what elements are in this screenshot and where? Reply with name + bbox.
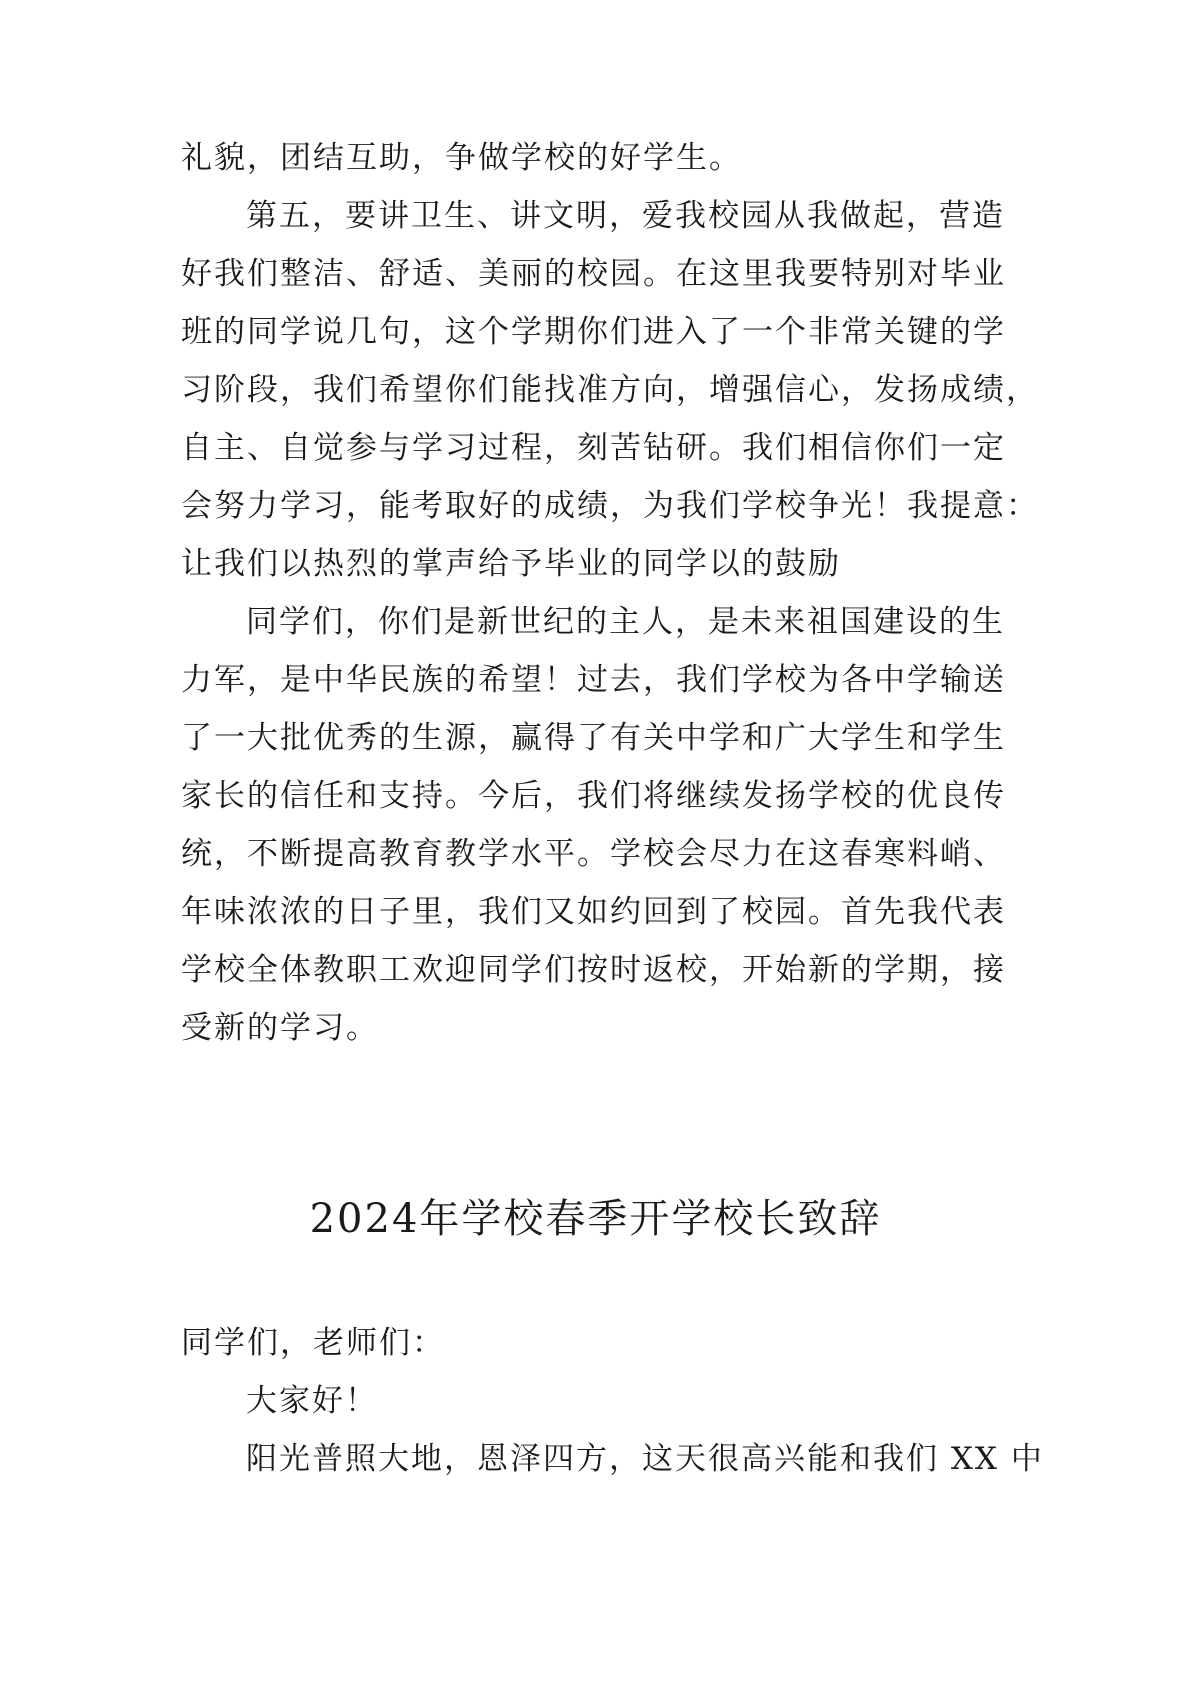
speech-title: 2024年学校春季开学校长致辞 <box>309 1196 882 1242</box>
paragraph-line: 习阶段，我们希望你们能找准方向，增强信心，发扬成绩， <box>181 372 1039 408</box>
hello-line: 大家好！ <box>246 1383 378 1419</box>
paragraph-line: 受新的学习。 <box>181 1010 379 1046</box>
paragraph-line: 好我们整洁、舒适、美丽的校园。在这里我要特别对毕业 <box>181 256 1006 292</box>
paragraph-line: 同学们，你们是新世纪的主人，是未来祖国建设的生 <box>246 604 1005 640</box>
paragraph-line: 让我们以热烈的掌声给予毕业的同学以的鼓励 <box>181 546 841 582</box>
paragraph-line: 学校全体教职工欢迎同学们按时返校，开始新的学期，接 <box>181 952 1006 988</box>
paragraph-line: 会努力学习，能考取好的成绩，为我们学校争光！我提意： <box>181 488 1039 524</box>
paragraph-line: 家长的信任和支持。今后，我们将继续发扬学校的优良传 <box>181 778 1006 814</box>
opening-line: 阳光普照大地，恩泽四方，这天很高兴能和我们 XX 中 <box>246 1441 1044 1477</box>
paragraph-line: 第五，要讲卫生、讲文明，爱我校园从我做起，营造 <box>246 198 1005 234</box>
paragraph-line: 统，不断提高教育教学水平。学校会尽力在这春寒料峭、 <box>181 836 1006 872</box>
greeting-line: 同学们，老师们： <box>181 1325 445 1361</box>
paragraph-line: 力军，是中华民族的希望！过去，我们学校为各中学输送 <box>181 662 1006 698</box>
paragraph-line: 了一大批优秀的生源，赢得了有关中学和广大学生和学生 <box>181 720 1006 756</box>
paragraph-line: 年味浓浓的日子里，我们又如约回到了校园。首先我代表 <box>181 894 1006 930</box>
paragraph-line: 自主、自觉参与学习过程，刻苦钻研。我们相信你们一定 <box>181 430 1006 466</box>
paragraph-line: 班的同学说几句，这个学期你们进入了一个非常关键的学 <box>181 314 1006 350</box>
paragraph-line: 礼貌，团结互助，争做学校的好学生。 <box>181 140 742 176</box>
